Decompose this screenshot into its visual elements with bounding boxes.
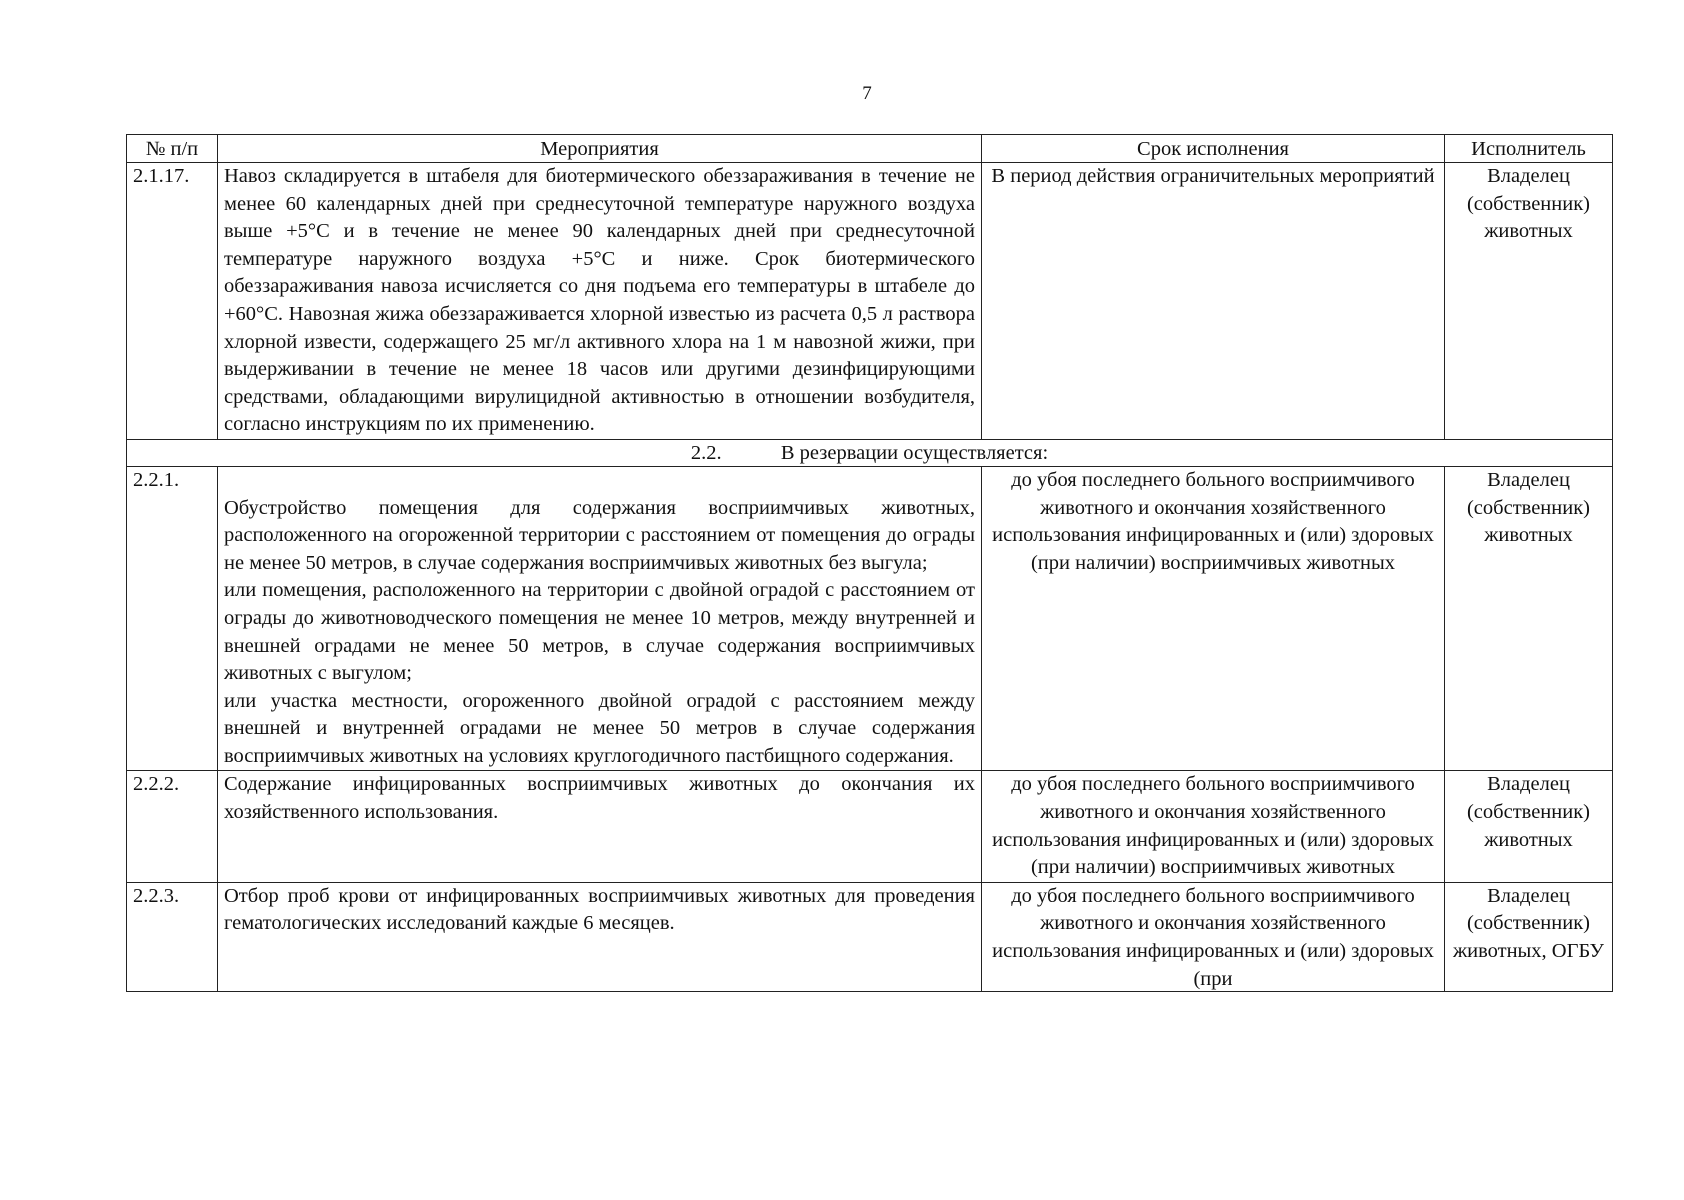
section-title: В резервации осуществляется: [780,441,1049,464]
executor-text: Владелец (собственник) животных, ОГБУ [1452,884,1605,963]
activity-paragraph: или помещения, расположенного на территории с двойной оградой с расстоянием от ограды до животноводческого помещения не менее 10 метров, между внутренней и внешней оградами не менее 50 метров, в случае содержания восприимчивых животных с выгулом; [224,579,975,685]
section-row [127,439,1613,466]
row-activity: Навоз складируется в штабеля для биотермического обеззараживания в течение не менее 60 календарных дней при среднесуточной температуре наружного воздуха выше +5°С и в течение не менее 90 календарных дней при среднесуточной температуре наружного воздуха +5°С и ниже. Срок биотермического обеззараживания навоза исчисляется со дня подъема его температуры в штабеле до +60°С. Навозная жижа обеззараживается хлорной известью из расчета 0,5 л раствора хлорной извести, содержащего 25 мг/л активного хлора на 1 м навозной жижи, при выдерживании в течение не менее 18 часов или другими дезинфицирующими средствами, обладающими вирулицидной активностью в отношении возбудителя, согласно инструкциям по их применению. [218,163,982,440]
activity-paragraph: Обустройство помещения для содержания восприимчивых животных, расположенного на огороженной территории с расстоянием от помещения до ограды не менее 50 метров, в случае содержания восприимчивых животных без выгула; [224,496,975,574]
table-row [127,771,1613,882]
row-term: до убоя последнего больного восприимчивого животного и окончания хозяйственного использования инфицированных и (или) здоровых (при наличии) восприимчивых животных [982,771,1445,882]
activity-paragraph: или участка местности, огороженного двойной оградой с расстоянием между внешней и внутренней оградами не менее 50 метров в случае содержания восприимчивых животных на условиях круглогодичного пастбищного содержания. [224,689,975,767]
table-row [127,466,1613,771]
row-number: 2.2.2. [127,771,218,882]
section-heading [127,439,1613,466]
page-number: 7 [862,83,872,104]
row-executor: Владелец (собственник) животных [1445,771,1613,882]
table-row [127,163,1613,440]
row-executor: Владелец (собственник) животных [1445,466,1613,771]
blank-line [224,467,975,495]
table-header-row [127,135,1613,163]
row-number: 2.1.17. [127,163,218,440]
measures-table [126,134,1613,992]
header-term: Срок исполнения [982,135,1445,163]
row-number: 2.2.3. [127,882,218,991]
table-row [127,882,1613,991]
row-executor [1445,882,1613,991]
header-executor: Исполнитель [1445,135,1613,163]
row-activity [218,466,982,771]
row-term [982,882,1445,991]
section-number: 2.2. [690,441,722,464]
row-term: до убоя последнего больного восприимчивого животного и окончания хозяйственного использования инфицированных и (или) здоровых (при наличии) восприимчивых животных [982,466,1445,771]
header-num: № п/п [127,135,218,163]
row-executor: Владелец (собственник) животных [1445,163,1613,440]
row-activity [218,882,982,991]
activity-text: Отбор проб крови от инфицированных восприимчивых животных для проведения гематологических исследований каждые 6 месяцев. [224,884,975,935]
row-term: В период действия ограничительных мероприятий [982,163,1445,440]
row-activity: Содержание инфицированных восприимчивых животных до окончания их хозяйственного использования. [218,771,982,882]
term-text: до убоя последнего больного восприимчивого животного и окончания хозяйственного использования инфицированных и (или) здоровых (при [992,884,1434,990]
row-number: 2.2.1. [127,466,218,771]
header-activity: Мероприятия [218,135,982,163]
